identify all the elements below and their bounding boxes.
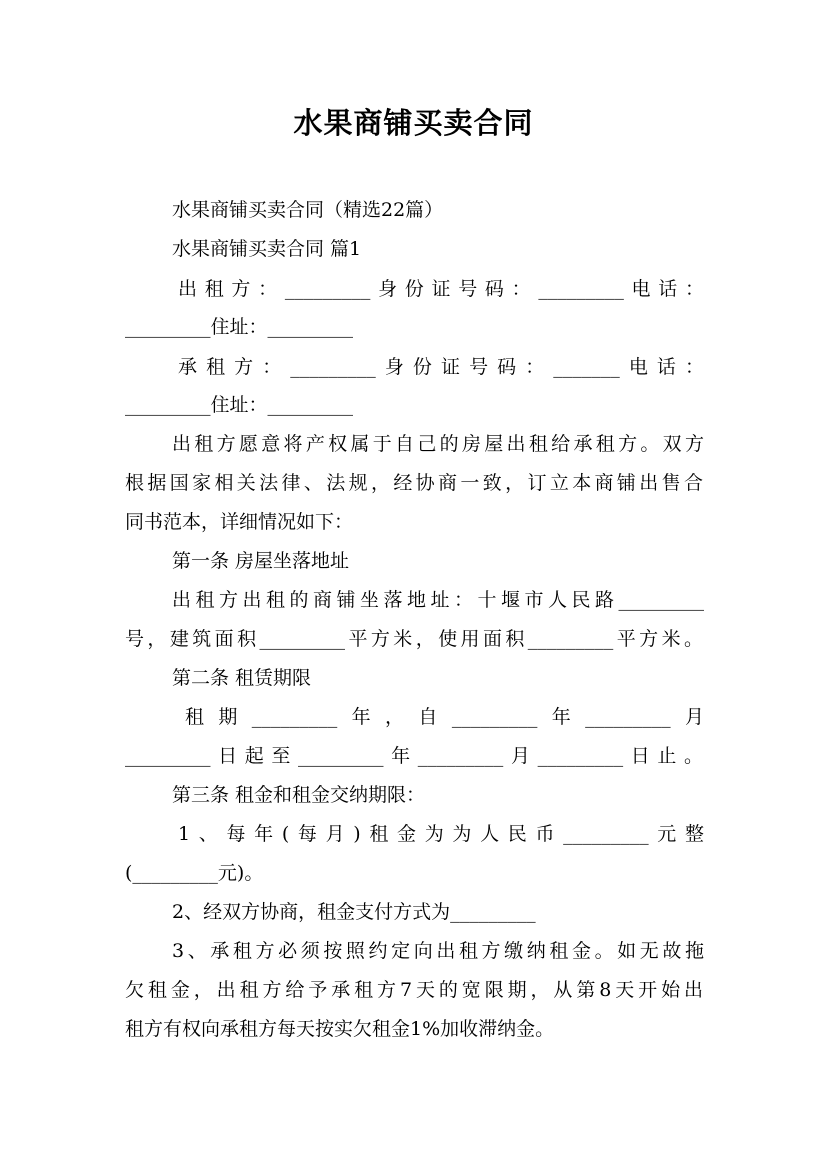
paragraph-line: 号，建筑面积_________平方米，使用面积_________平方米。 xyxy=(125,628,703,650)
paragraph-line: _________日起至_________年_________月_________日止。 xyxy=(125,745,703,767)
lessor-line: 出租方：_________身份证号码：_________电话： xyxy=(178,278,704,300)
section-heading: 水果商铺买卖合同 篇1 xyxy=(172,238,362,260)
paragraph-line: 出租方出租的商铺坐落地址：十堰市人民路_________ xyxy=(172,589,704,611)
document-title: 水果商铺买卖合同 xyxy=(293,106,534,140)
lessee-address-line: _________住址：_________ xyxy=(125,394,354,416)
paragraph-line: 同书范本，详细情况如下： xyxy=(125,511,354,533)
lessee-line: 承租方：_________身份证号码：_______电话： xyxy=(178,356,704,378)
paragraph-line: 3、承租方必须按照约定向出租方缴纳租金。如无故拖 xyxy=(172,940,704,962)
paragraph-line: 2、经双方协商，租金支付方式为_________ xyxy=(172,901,536,923)
subtitle-line: 水果商铺买卖合同（精选22篇） xyxy=(172,199,444,221)
paragraph-line: 租期_________年，自_________年_________月 xyxy=(185,706,704,728)
paragraph-line: 出租方愿意将产权属于自己的房屋出租给承租方。双方 xyxy=(172,433,704,455)
paragraph-line: (_________元)。 xyxy=(125,862,264,884)
article-heading: 第三条 租金和租金交纳期限： xyxy=(172,784,426,806)
paragraph-line: 根据国家相关法律、法规，经协商一致，订立本商铺出售合 xyxy=(125,472,703,494)
paragraph-line: 欠租金，出租方给予承租方7天的宽限期，从第8天开始出 xyxy=(125,979,703,1001)
lessor-address-line: _________住址：_________ xyxy=(125,316,354,338)
article-heading: 第一条 房屋坐落地址 xyxy=(172,550,350,572)
article-heading: 第二条 租赁期限 xyxy=(172,667,312,689)
paragraph-line: 租方有权向承租方每天按实欠租金1%加收滞纳金。 xyxy=(125,1018,555,1040)
paragraph-line: 1、每年(每月)租金为为人民币_________元整 xyxy=(178,823,704,845)
